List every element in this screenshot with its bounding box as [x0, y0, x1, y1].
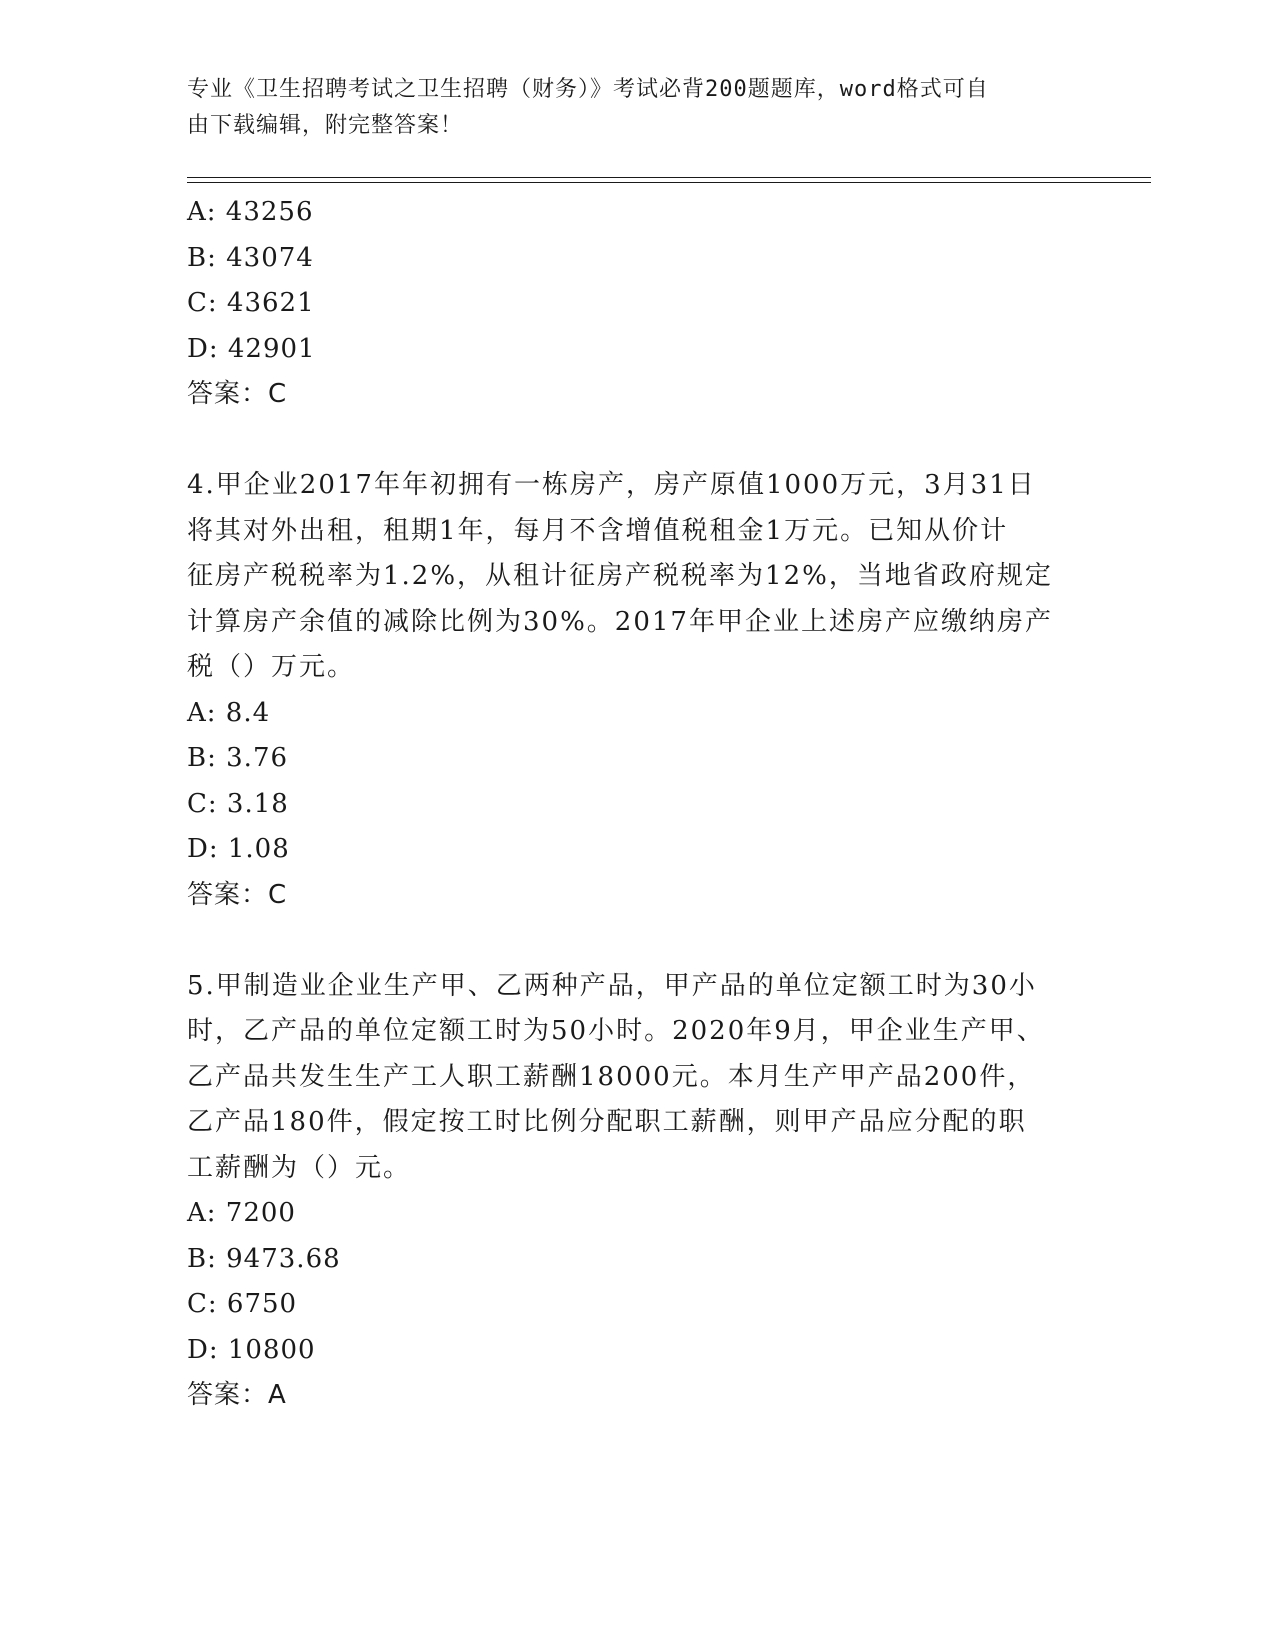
question-line: 计算房产余值的减除比例为30%。2017年甲企业上述房产应缴纳房产 [187, 606, 1053, 637]
question-line: 工薪酬为（）元。 [187, 1152, 412, 1183]
option-b: B: 9473.68 [187, 1243, 341, 1274]
spacer [187, 918, 1067, 964]
answer: 答案：C [187, 879, 288, 910]
option-a: A: 7200 [187, 1198, 296, 1228]
question-5 [187, 964, 1067, 1419]
option-b: B: 3.76 [187, 743, 289, 773]
answer: 答案：C [187, 379, 288, 409]
header-rule-top [187, 177, 1151, 178]
document-header [187, 72, 1067, 144]
document-body [187, 190, 1067, 1419]
question-line: 乙产品共发生生产工人职工薪酬18000元。本月生产甲产品200件， [187, 1061, 1036, 1092]
option-c: C: 3.18 [187, 788, 289, 819]
question-4 [187, 463, 1067, 918]
option-b: B: 43074 [187, 242, 314, 273]
option-c: C: 43621 [187, 288, 315, 318]
question-3 [187, 190, 1067, 418]
option-c: C: 6750 [187, 1289, 298, 1319]
option-d: D: 42901 [187, 333, 316, 364]
question-line: 税（）万元。 [187, 652, 356, 682]
header-rule-bottom [187, 182, 1151, 183]
header-line-2: 由下载编辑，附完整答案！ [187, 113, 464, 138]
option-d: D: 10800 [187, 1334, 316, 1365]
question-line: 4.甲企业2017年年初拥有一栋房产，房产原值1000万元，3月31日 [187, 470, 1036, 500]
option-a: A: 8.4 [187, 697, 271, 728]
option-a: A: 43256 [187, 197, 314, 227]
question-line: 时，乙产品的单位定额工时为50小时。2020年9月，甲企业生产甲、 [187, 1016, 1045, 1046]
question-line: 5.甲制造业企业生产甲、乙两种产品，甲产品的单位定额工时为30小 [187, 970, 1037, 1001]
question-line: 将其对外出租，租期1年，每月不含增值税租金1万元。已知从价计 [187, 515, 1009, 546]
spacer [187, 418, 1067, 464]
header-line-1: 专业《卫生招聘考试之卫生招聘（财务）》考试必背200题题库，word格式可自 [187, 77, 989, 102]
option-d: D: 1.08 [187, 834, 290, 864]
question-line: 乙产品180件，假定按工时比例分配职工薪酬，则甲产品应分配的职 [187, 1107, 1027, 1137]
answer: 答案：A [187, 1380, 287, 1410]
question-line: 征房产税税率为1.2%，从租计征房产税税率为12%，当地省政府规定 [187, 561, 1053, 591]
